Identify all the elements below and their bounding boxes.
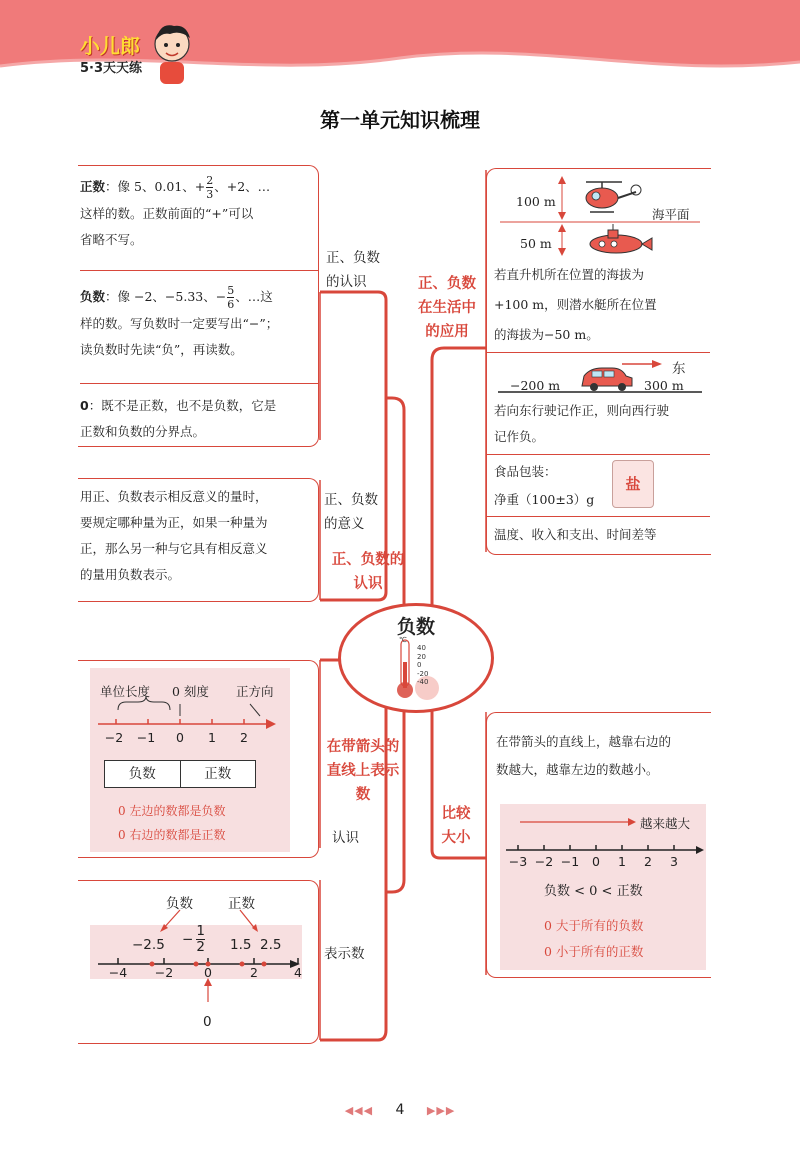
arrow-label: 越来越大 xyxy=(640,816,691,831)
divider xyxy=(486,454,710,455)
food-text: 食品包装： 净重（100±3）g xyxy=(494,464,595,507)
page-number: 4 xyxy=(395,1102,405,1118)
zero-label: 0 xyxy=(80,398,89,413)
tick-label: −1 xyxy=(560,854,580,869)
note-smaller: 0 小于所有的正数 xyxy=(544,944,644,959)
value-1-5: 1.5 xyxy=(230,937,252,953)
center-node xyxy=(338,603,494,713)
topic-life: 正、负数在生活中的应用 xyxy=(418,276,476,340)
branch-pn-meaning: 正、负数的意义 xyxy=(324,492,378,532)
value-m2-5: −2.5 xyxy=(132,937,165,953)
meaning-text: 用正、负数表示相反意义的量时， 要规定哪种量为正，如果一种量为 正，那么另一种与它具有相反意义 的量用负数表示。 xyxy=(80,489,268,582)
label-negative: 负数 xyxy=(166,896,193,912)
divider xyxy=(80,270,318,271)
tick-label: −4 xyxy=(108,965,128,980)
neg-pos-table xyxy=(104,760,256,788)
thermo-mark: 20 xyxy=(417,652,426,661)
tick-label: 2 xyxy=(250,965,258,980)
topic-arrow-line: 在带箭头的直线上表示数 xyxy=(326,739,400,803)
note-right: 0 右边的数都是正数 xyxy=(118,828,226,842)
positive-label: 正数 xyxy=(80,179,106,194)
branch-recognize: 认识 xyxy=(332,830,359,846)
tick-label: −3 xyxy=(508,854,528,869)
divider xyxy=(486,352,710,353)
tick-label: −2 xyxy=(534,854,554,869)
divider xyxy=(80,383,318,384)
sea-level: 海平面 xyxy=(652,207,690,222)
car-icon xyxy=(582,368,632,391)
brand-name: 小儿郎 xyxy=(80,34,140,58)
topic-recognize: 正、负数的认识 xyxy=(331,552,405,592)
center-title: 负数 xyxy=(396,616,435,638)
tick-label: 4 xyxy=(294,965,302,980)
order-label: 负数 < 0 < 正数 xyxy=(544,884,643,899)
tick-label: 2 xyxy=(240,730,248,745)
brand-sub: 5·3天天练 xyxy=(80,61,143,76)
tick-label: −2 xyxy=(154,965,174,980)
label-positive-direction: 正方向 xyxy=(236,684,274,699)
altitude-text: 若直升机所在位置的海拔为 +100 m，则潜水艇所在位置 的海拔为−50 m。 xyxy=(494,267,657,342)
tick-label: −1 xyxy=(136,730,156,745)
cell-negative: 负数 xyxy=(105,761,181,787)
tick-labels xyxy=(90,730,290,750)
tick-label: 0 xyxy=(204,965,212,980)
zero-pointer-label: 0 xyxy=(203,1014,212,1030)
thermo-mark: -40 xyxy=(417,678,429,686)
road-text: 若向东行驶记作正，则向西行驶 记作负。 xyxy=(494,403,670,444)
road-right: 300 m xyxy=(644,378,684,393)
page-title: 第一单元知识梳理 xyxy=(320,108,480,132)
thermo-mark: -20 xyxy=(417,669,429,678)
note-greater: 0 大于所有的负数 xyxy=(544,918,644,933)
height-50: 50 m xyxy=(520,236,552,251)
label-unit-length: 单位长度 xyxy=(100,684,151,699)
helicopter-icon xyxy=(586,182,641,212)
footer xyxy=(0,1102,800,1118)
height-100: 100 m xyxy=(516,194,556,209)
east-label: 东 xyxy=(672,361,686,377)
branch-represent: 表示数 xyxy=(324,946,365,962)
compare-text: 在带箭头的直线上，越靠右边的 数越大，越靠左边的数越小。 xyxy=(496,734,672,777)
branch-pn-recognize: 正、负数的认识 xyxy=(326,250,380,290)
next-arrows-icon: ▶▶▶ xyxy=(426,1104,456,1117)
numberline-represent xyxy=(90,880,310,1040)
tick-label: 1 xyxy=(208,730,216,745)
value-2-5: 2.5 xyxy=(260,937,282,953)
thermo-unit: ℃ xyxy=(399,636,407,644)
submarine-icon xyxy=(590,224,652,253)
fraction: $\frac{5}{6}$ xyxy=(227,284,235,311)
salt-bag-label: 盐 xyxy=(625,475,641,493)
salt-bag-icon xyxy=(612,460,654,508)
prev-arrows-icon: ◀◀◀ xyxy=(344,1104,374,1117)
tick-label: 3 xyxy=(670,854,678,869)
label-positive: 正数 xyxy=(228,896,255,912)
label-zero-mark: 0 刻度 xyxy=(172,684,209,699)
others-text: 温度、收入和支出、时间差等 xyxy=(494,527,657,542)
negative-def: 负数：像 −2、−5.33、− $\frac{5}{6}$ 、…这 样的数。写负数时一定要写出“−”； 读负数时先读“负”，再读数。 xyxy=(80,284,279,357)
fraction: $\frac{2}{3}$ xyxy=(206,174,214,201)
value-neg-half: − $\frac{1}{2}$ xyxy=(182,923,205,955)
road-left: −200 m xyxy=(510,378,561,393)
tick-label: −2 xyxy=(104,730,124,745)
positive-def: 正数：像 5、0.01、+ $\frac{2}{3}$ 、+2、… 这样的数。正数前面的“+”可以 省略不写。 xyxy=(80,174,271,247)
tick-label: 2 xyxy=(644,854,652,869)
topic-compare: 比较大小 xyxy=(441,806,471,846)
tick-labels xyxy=(500,854,706,874)
negative-label: 负数 xyxy=(80,289,106,304)
thermo-mark: 0 xyxy=(417,661,422,669)
tick-label: 0 xyxy=(176,730,184,745)
tick-labels xyxy=(90,965,310,985)
note-left: 0 左边的数都是负数 xyxy=(118,804,226,818)
tick-label: 0 xyxy=(592,854,600,869)
zero-def: 0：既不是正数，也不是负数，它是 正数和负数的分界点。 xyxy=(80,398,277,439)
tick-label: 1 xyxy=(618,854,626,869)
divider xyxy=(486,516,710,517)
thermo-mark: 40 xyxy=(417,644,426,652)
cell-positive: 正数 xyxy=(204,766,232,782)
